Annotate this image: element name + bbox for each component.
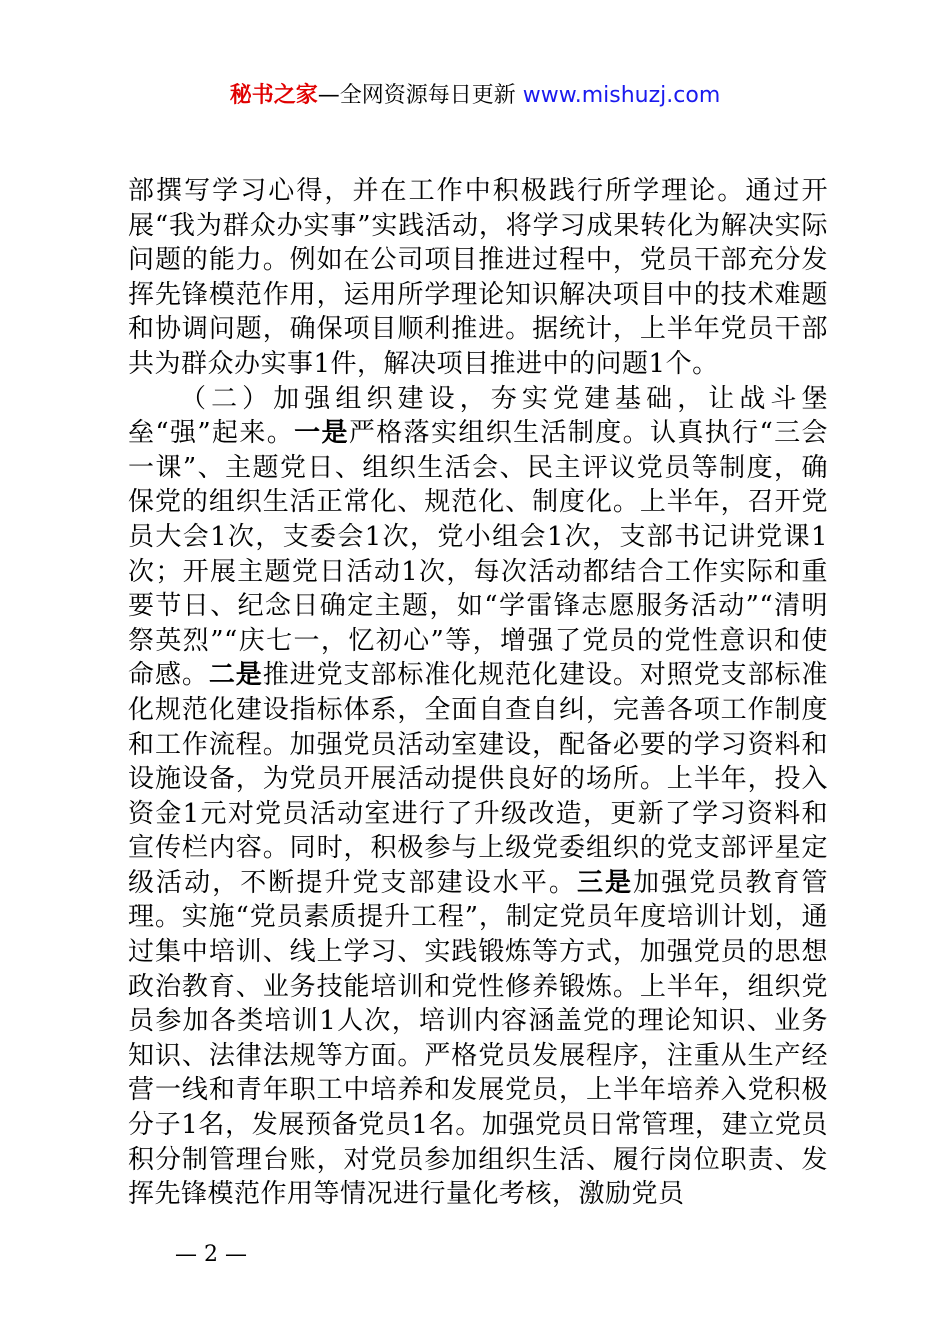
point-text-1: 严格落实组织生活制度。认真执行“三会一课”、主题党日、组织生活会、民主评议党员等制度，确保党的组织生活正常化、规范化、制度化。上半年，召开党员大会1次，支委会1次，党小组会1次，支部书记讲党课1次；开展主题党日活动1次，每次活动都结合工作实际和重要节日、纪念日确定主题，如“学雷锋志愿服务活动”“清明祭英烈”“庆七一，忆初心”等，增强了党员的党性意识和使命感。	[128, 418, 828, 691]
header-tagline: —全网资源每日更新	[317, 83, 516, 108]
paragraph-continuation: 部撰写学习心得，并在工作中积极践行所学理论。通过开展“我为群众办实事”实践活动，将学习成果转化为解决实际问题的能力。例如在公司项目推进过程中，党员干部充分发挥先锋模范作用，运用所学理论知识解决项目中的技术难题和协调问题，确保项目顺利推进。据统计，上半年党员干部共为群众办实事1件，解决项目推进中的问题1个。	[128, 176, 828, 379]
point-text-2: 推进党支部标准化规范化建设。对照党支部标准化规范化建设指标体系，全面自查自纠，完善各项工作制度和工作流程。加强党员活动室建设，配备必要的学习资料和设施设备，为党员开展活动提供良好的场所。上半年，投入资金1元对党员活动室进行了升级改造，更新了学习资料和宣传栏内容。同时，积极参与上级党委组织的党支部评星定级活动，不断提升党支部建设水平。	[128, 660, 828, 898]
paragraph-organization-building	[128, 382, 828, 1212]
point-label-1: 一是	[294, 418, 349, 449]
header-brand: 秘书之家	[229, 83, 318, 108]
point-text-3: 加强党员教育管理。实施“党员素质提升工程”，制定党员年度培训计划，通过集中培训、线上学习、实践锻炼等方式，加强党员的思想政治教育、业务技能培训和党性修养锻炼。上半年，组织党员参加各类培训1人次，培训内容涵盖党的理论知识、业务知识、法律法规等方面。严格党员发展程序，注重从生产经营一线和青年职工中培养和发展党员，上半年培养入党积极分子1名，发展预备党员1名。加强党员日常管理，建立党员积分制管理台账，对党员参加组织生活、履行岗位职责、发挥先锋模范作用等情况进行量化考核，激励党员	[128, 867, 828, 1210]
point-label-3: 三是	[576, 867, 634, 898]
header-url-link[interactable]: www.mishuzj.com	[522, 83, 721, 108]
point-label-2: 二是	[208, 660, 263, 691]
page-header	[0, 80, 950, 112]
document-body	[128, 174, 828, 1212]
page-number: — 2 —	[175, 1242, 247, 1267]
section-heading: （二）加强组织建设，夯实党建基础，让战斗堡垒“强”起来。	[128, 383, 828, 449]
